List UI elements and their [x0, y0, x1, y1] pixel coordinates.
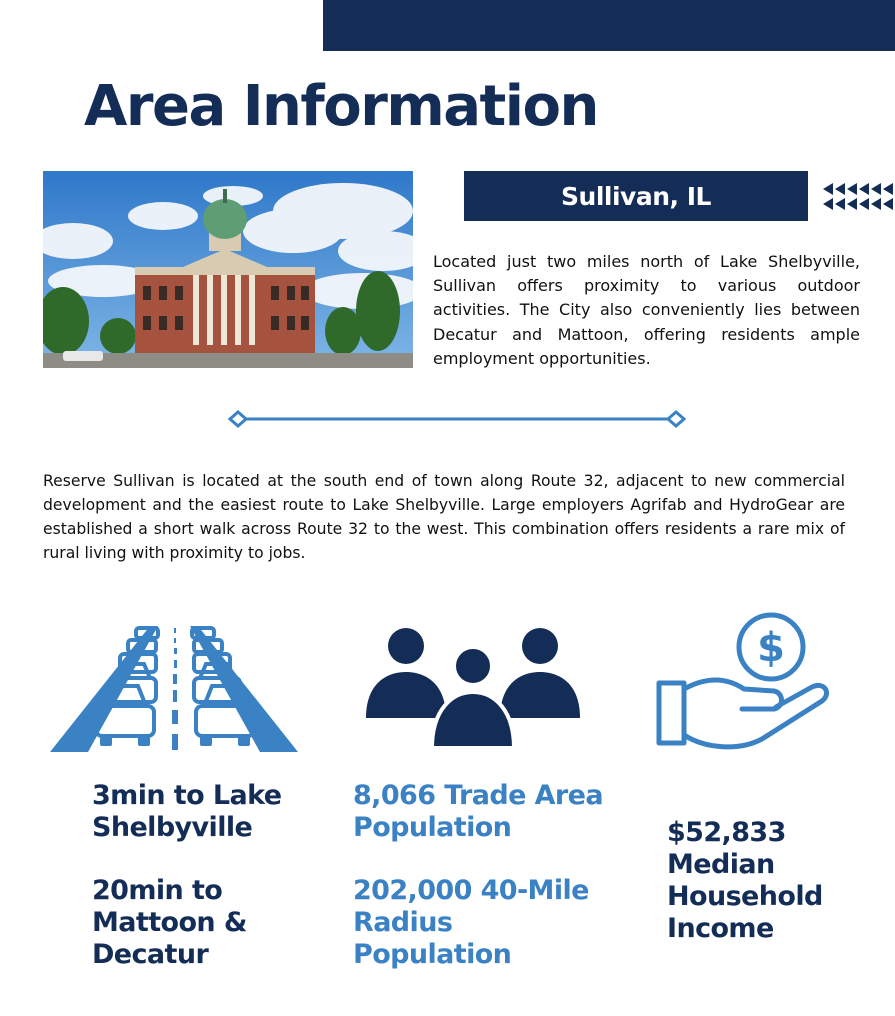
trade-area-population: 8,066 Trade Area Population [353, 780, 603, 843]
svg-text:$: $ [757, 625, 785, 671]
chevron-arrows-icon [823, 182, 893, 212]
radius-population: 202,000 40-Mile Radius Population [353, 875, 589, 970]
page-title: Area Information [84, 74, 598, 139]
median-household-income: $52,833 Median Household Income [667, 817, 823, 944]
travel-time-cities: 20min to Mattoon & Decatur [92, 875, 247, 970]
hand-dollar-icon [656, 611, 834, 754]
city-name: Sullivan, IL [561, 181, 711, 211]
people-group-icon [366, 628, 580, 748]
traffic-road-icon [50, 624, 298, 754]
travel-time-lake: 3min to Lake Shelbyville [92, 780, 282, 843]
city-name-banner [464, 171, 808, 221]
intro-paragraph: Located just two miles north of Lake Shelbyville, Sullivan offers proximity to various outdoor activities. The City also conveniently lies between Decatur and Mattoon, offering residents ample employment opportunities. [433, 252, 860, 368]
section-divider [228, 409, 686, 429]
description-paragraph: Reserve Sullivan is located at the south end of town along Route 32, adjacent to new commercial development and the easiest route to Lake Shelbyville. Large employers Agrifab and HydroGear are established a short walk across Route 32 to the west. This combination offers residents a rare mix of rural living with proximity to jobs. [43, 472, 845, 562]
top-banner-bar [323, 0, 895, 51]
courthouse-photo [43, 171, 413, 368]
